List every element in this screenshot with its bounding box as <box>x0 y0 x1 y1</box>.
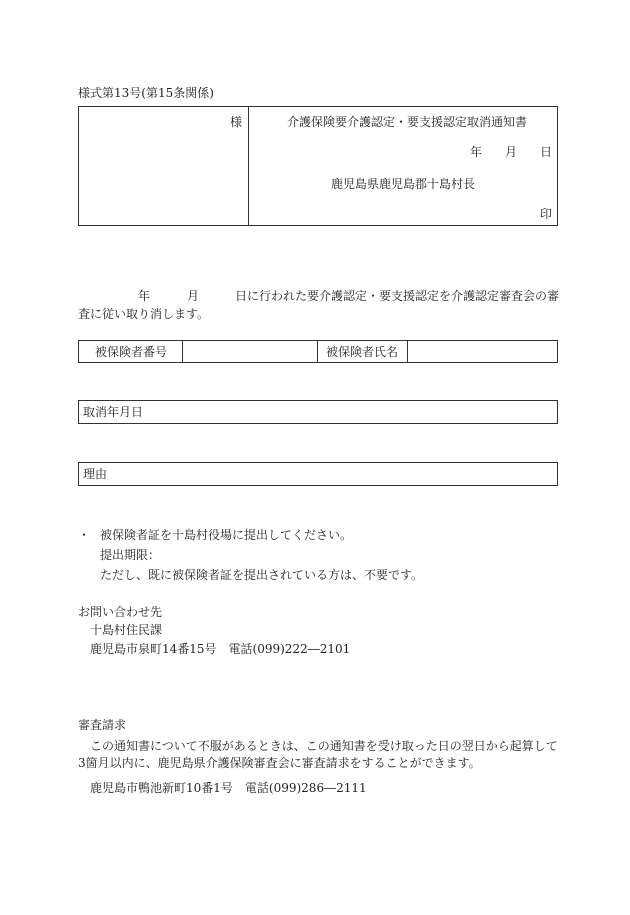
insured-divider-1 <box>182 340 183 363</box>
seal-mark: 印 <box>540 207 553 221</box>
appeal-heading: 審査請求 <box>78 718 127 732</box>
body-date-month: 月 <box>187 289 200 303</box>
body-date-year: 年 <box>138 289 151 303</box>
insured-number-label: 被保険者番号 <box>95 345 168 359</box>
insured-name-field[interactable] <box>412 346 552 360</box>
contact-address: 鹿児島市泉町14番15号 電話(099)222―2101 <box>90 642 351 656</box>
notes-exception: ただし、既に被保険者証を提出されている方は、不要です。 <box>100 568 424 582</box>
insured-divider-2 <box>317 340 318 363</box>
notes-bullet: ・ <box>78 528 91 542</box>
insured-name-label: 被保険者氏名 <box>326 345 399 359</box>
notes-deadline: 提出期限： <box>100 548 161 562</box>
appeal-line-1: この通知書について不服があるときは、この通知書を受け取った日の翌日から起算して <box>90 739 558 753</box>
body-line-2: 査に従い取り消します。 <box>78 307 210 321</box>
contact-dept: 十島村住民課 <box>90 623 163 637</box>
notes-item: 被保険者証を十島村役場に提出してください。 <box>100 528 353 542</box>
recipient-sama: 様 <box>230 115 243 129</box>
insured-divider-3 <box>407 340 408 363</box>
contact-heading: お問い合わせ先 <box>78 605 163 619</box>
document-title: 介護保険要介護認定・要支援認定取消通知書 <box>287 115 528 129</box>
issuer-name: 鹿児島県鹿児島郡十島村長 <box>331 177 476 191</box>
header-date-day: 日 <box>540 145 553 159</box>
appeal-line-2: 3箇月以内に、鹿児島県介護保険審査会に審査請求をすることができます。 <box>78 756 481 770</box>
appeal-address: 鹿児島市鴨池新町10番1号 電話(099)286―2111 <box>90 781 367 795</box>
header-date-month: 月 <box>505 145 518 159</box>
insured-number-field[interactable] <box>187 346 312 360</box>
form-number: 様式第13号(第15条関係) <box>78 86 214 100</box>
header-date-year: 年 <box>470 145 483 159</box>
reason-row <box>78 462 558 486</box>
cancel-date-label: 取消年月日 <box>83 405 144 419</box>
cancel-date-row <box>78 400 558 424</box>
body-line-1: 日に行われた要介護認定・要支援認定を介護認定審査会の審 <box>235 289 560 303</box>
header-divider <box>248 106 249 226</box>
reason-label: 理由 <box>83 467 108 481</box>
